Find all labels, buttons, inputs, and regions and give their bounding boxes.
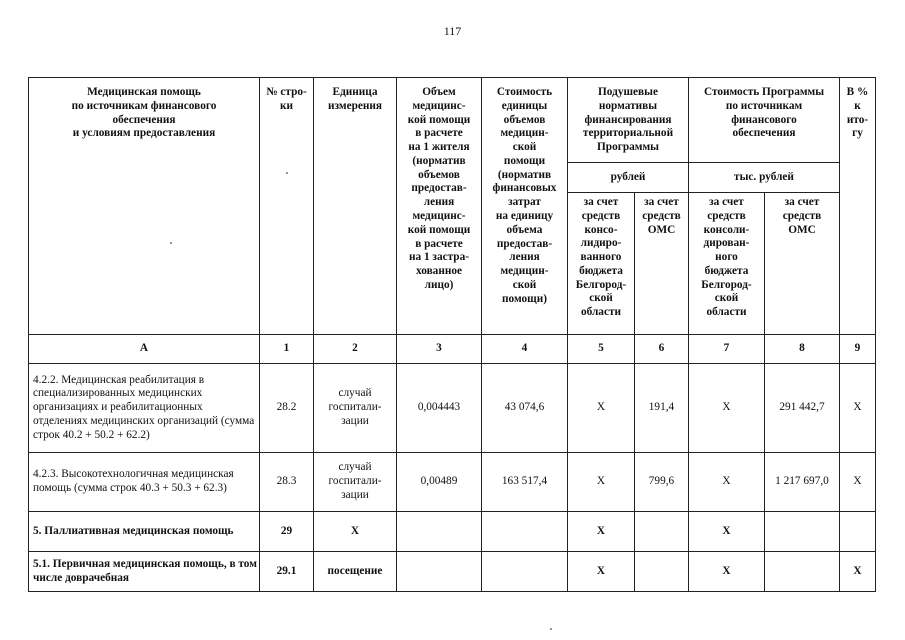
index-cell: 7	[689, 335, 765, 364]
header-budget-5: за счет средств консо- лидиро- ванного бюджета Белгород- ской области	[568, 193, 635, 335]
row-percent: Х	[840, 364, 876, 453]
row-volume	[397, 512, 482, 552]
page-number: 117	[443, 24, 462, 38]
row-unit-cost: 43 074,6	[482, 364, 568, 453]
row-program-oms: 291 442,7	[765, 364, 840, 453]
row-per-capita-budget: Х	[568, 364, 635, 453]
header-oms-8: за счет средств ОМС	[765, 193, 840, 335]
index-cell: 1	[260, 335, 314, 364]
row-program-budget: Х	[689, 364, 765, 453]
header-oms-6: за счет средств ОМС	[635, 193, 689, 335]
row-percent: Х	[840, 552, 876, 592]
financing-table	[28, 77, 876, 592]
scan-speck	[286, 172, 288, 174]
header-row-number: № стро- ки	[260, 78, 314, 335]
table-row	[29, 552, 876, 592]
header-percent: В % к ито- гу	[840, 78, 876, 335]
scan-speck	[170, 242, 172, 244]
row-program-budget: Х	[689, 453, 765, 512]
row-program-budget: Х	[689, 512, 765, 552]
row-per-capita-oms	[635, 552, 689, 592]
index-cell: 9	[840, 335, 876, 364]
row-line-number: 28.2	[260, 364, 314, 453]
row-unit-cost	[482, 552, 568, 592]
row-per-capita-oms: 799,6	[635, 453, 689, 512]
row-line-number: 29	[260, 512, 314, 552]
scan-speck	[550, 628, 552, 630]
header-program-cost: Стоимость Программы по источникам финансового обеспечения	[689, 78, 840, 163]
row-unit: случай госпитали-зации	[314, 364, 397, 453]
index-cell: 2	[314, 335, 397, 364]
header-unit-cost: Стоимость единицы объемов медицин- ской помощи (норматив финансовых затрат на единицу объема предостав- ления медицин- ской помощи)	[482, 78, 568, 335]
header-name: Медицинская помощь по источникам финансового обеспечения и условиям предоставления	[29, 78, 260, 335]
header-budget-7: за счет средств консоли- дирован- ного бюджета Белгород- ской области	[689, 193, 765, 335]
row-volume: 0,004443	[397, 364, 482, 453]
index-cell: 6	[635, 335, 689, 364]
table-row	[29, 512, 876, 552]
header-volume: Объем медицинс- кой помощи в расчете на 1 жителя (норматив объемов предостав- ления медицинс- кой помощи в расчете на 1 застра- хованное лицо)	[397, 78, 482, 335]
row-name: 4.2.2. Медицинская реабилитация в специализированных медицинских организациях и реабилитационных отделениях медицинских организаций (сумма строк 40.2 + 50.2 + 62.2)	[29, 364, 260, 453]
table-row	[29, 364, 876, 453]
row-name: 5.1. Первичная медицинская помощь, в том числе доврачебная	[29, 552, 260, 592]
index-cell: А	[29, 335, 260, 364]
row-program-budget: Х	[689, 552, 765, 592]
row-name: 4.2.3. Высокотехнологичная медицинская помощь (сумма строк 40.3 + 50.3 + 62.3)	[29, 453, 260, 512]
row-program-oms	[765, 552, 840, 592]
column-index-row	[29, 335, 876, 364]
header-unit-thousand-rub: тыс. рублей	[689, 163, 840, 193]
header-unit-rub: рублей	[568, 163, 689, 193]
table-row	[29, 453, 876, 512]
index-cell: 5	[568, 335, 635, 364]
row-line-number: 28.3	[260, 453, 314, 512]
row-volume: 0,00489	[397, 453, 482, 512]
index-cell: 3	[397, 335, 482, 364]
row-per-capita-budget: Х	[568, 512, 635, 552]
row-percent	[840, 512, 876, 552]
index-cell: 8	[765, 335, 840, 364]
index-cell: 4	[482, 335, 568, 364]
row-unit: посещение	[314, 552, 397, 592]
header-unit: Единица измерения	[314, 78, 397, 335]
header-per-capita: Подушевые нормативы финансирования территориальной Программы	[568, 78, 689, 163]
row-per-capita-budget: Х	[568, 552, 635, 592]
row-program-oms	[765, 512, 840, 552]
row-unit: случай госпитали-зации	[314, 453, 397, 512]
row-name: 5. Паллиативная медицинская помощь	[29, 512, 260, 552]
row-per-capita-budget: Х	[568, 453, 635, 512]
row-per-capita-oms	[635, 512, 689, 552]
row-unit: Х	[314, 512, 397, 552]
row-line-number: 29.1	[260, 552, 314, 592]
row-per-capita-oms: 191,4	[635, 364, 689, 453]
row-percent: Х	[840, 453, 876, 512]
row-unit-cost: 163 517,4	[482, 453, 568, 512]
row-program-oms: 1 217 697,0	[765, 453, 840, 512]
row-unit-cost	[482, 512, 568, 552]
row-volume	[397, 552, 482, 592]
